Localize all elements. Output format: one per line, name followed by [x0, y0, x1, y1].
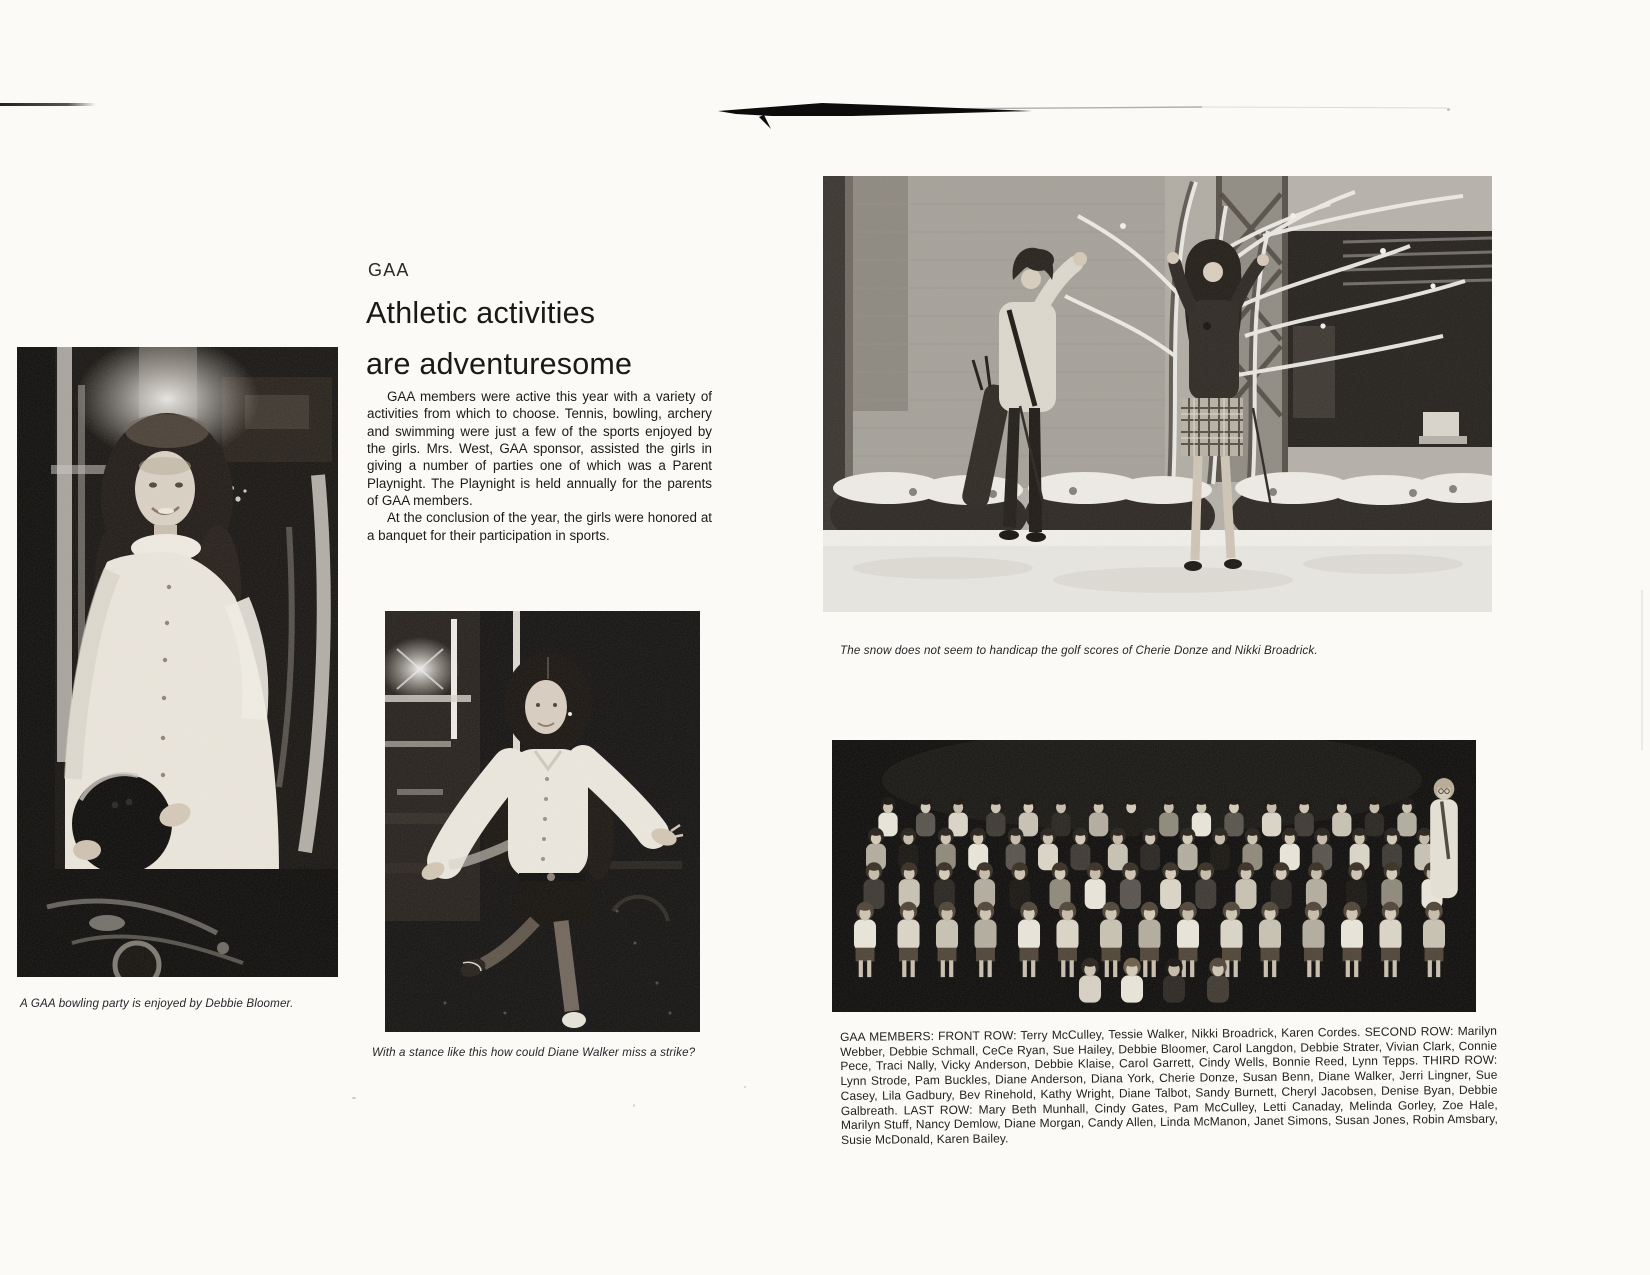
bowling-stance-caption: With a stance like this how could Diane Walker miss a strike? [372, 1046, 696, 1059]
page-title-line1: Athletic activities [366, 296, 596, 330]
body-paragraph: At the conclusion of the year, the girls were honored at a banquet for their participation in sports. [367, 510, 712, 543]
snow-golf-caption: The snow does not seem to handicap the golf scores of Cherie Donze and Nikki Broadrick. [840, 644, 1318, 657]
body-text [367, 388, 712, 544]
bowling-party-caption: A GAA bowling party is enjoyed by Debbie Bloomer. [20, 997, 294, 1010]
bowling-stance-photo [385, 611, 700, 1032]
page-title [366, 288, 632, 390]
snow-golf-photo [823, 176, 1492, 612]
scan-edge-line [0, 103, 96, 106]
scan-fold-mark [702, 98, 1462, 132]
gaa-members-caption: GAA MEMBERS: FRONT ROW: Terry McCulley, Tessie Walker, Nikki Broadrick, Karen Cordes. SECOND ROW: Marilyn Webber, Debbie Schmall, CeCe Ryan, Sue Hailey, Debbie Bloomer, Carol Langdon, Debbie Strater, Vivian Clark, Connie Pece, Traci Nally, Vicky Anderson, Debbie Klaise, Carol Garrett, Cindy Wells, Bonnie Reed, Lynn Tepps. THIRD ROW: Lynn Strode, Pam Buckles, Diane Anderson, Diana York, Cherie Donze, Susan Benn, Diane Walker, Jerri Lingner, Sue Casey, Lila Gadbury, Bev Rinehold, Kathy Wright, Diane Talbot, Sandy Burnett, Cheryl Jacobsen, Denise Byan, Debbie Galbreath. LAST ROW: Mary Beth Munhall, Cindy Gates, Pam McCulley, Letti Canaday, Melinda Gorley, Zoe Hale, Marilyn Stuff, Nancy Demlow, Diane Morgan, Candy Allen, Linda McManon, Janet Simons, Susan Jones, Robin Amsbary, Susie McDonald, Karen Bailey. [840, 1023, 1498, 1147]
section-label: GAA [368, 260, 410, 280]
bowling-party-photo [17, 347, 338, 977]
body-paragraph: GAA members were active this year with a variety of activities from which to choose. Tennis, bowling, archery and swimming were just a few of the sports enjoyed by the girls. Mrs. West, GAA sponsor, assisted the girls in giving a number of parties one of which was a Parent Playnight. The Playnight is held annually for the parents of GAA members. [367, 389, 712, 509]
gaa-group-photo [832, 740, 1476, 1012]
page-title-line2: are adventuresome [366, 347, 633, 381]
